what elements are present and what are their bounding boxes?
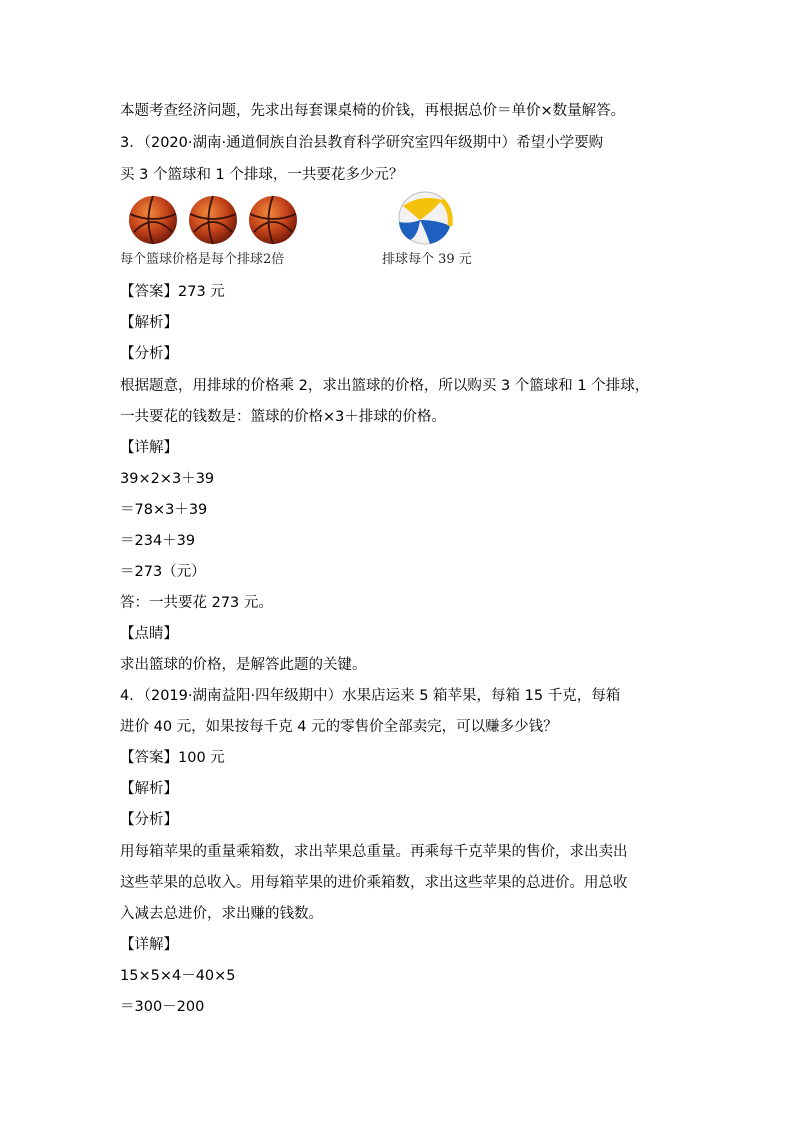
answer-4: 【答案】100 元 [120, 750, 225, 766]
basketball-caption: 每个篮球价格是每个排球2倍 [120, 252, 285, 267]
text-line-1: 本题考查经济问题，先求出每套课桌椅的价钱，再根据总价＝单价×数量解答。 [120, 103, 626, 119]
analysis-4-line-3: 入减去总进价，求出赚的钱数。 [120, 906, 323, 922]
calc-3-line-4: ＝273（元） [120, 564, 206, 580]
analysis-4-line-2: 这些苹果的总收入。用每箱苹果的进价乘箱数，求出这些苹果的总进价。用总收 [120, 875, 628, 891]
calc-3-line-3: ＝234＋39 [120, 533, 196, 549]
calc-3-line-2: ＝78×3＋39 [120, 502, 208, 518]
question-3-figure [120, 190, 680, 270]
answer-3: 【答案】273 元 [120, 284, 225, 300]
question-4-line-1: 4．（2019·湖南益阳·四年级期中）水果店运来 5 箱苹果，每箱 15 千克，每箱 [120, 688, 621, 704]
calc-4-line-1: 15×5×4－40×5 [120, 968, 236, 984]
comment-3: 求出篮球的价格，是解答此题的关键。 [120, 657, 367, 673]
analysis-4-line-1: 用每箱苹果的重量乘箱数，求出苹果总重量。再乘每千克苹果的售价，求出卖出 [120, 844, 628, 860]
question-3-line-1: 3．（2020·湖南·通道侗族自治县教育科学研究室四年级期中）希望小学要购 [120, 135, 604, 151]
section-xiangjie-4: 【详解】 [120, 937, 178, 953]
analysis-3-line-2: 一共要花的钱数是：篮球的价格×3＋排球的价格。 [120, 409, 446, 425]
section-dianjing-3: 【点睛】 [120, 626, 178, 642]
basketball-icon [129, 196, 177, 244]
calc-4-line-2: ＝300－200 [120, 999, 205, 1015]
volleyball-icon [399, 192, 451, 244]
section-fenxi-3: 【分析】 [120, 346, 178, 362]
question-4-line-2: 进价 40 元，如果按每千克 4 元的零售价全部卖完，可以赚多少钱？ [120, 719, 558, 735]
analysis-3-line-1: 根据题意，用排球的价格乘 2，求出篮球的价格，所以购买 3 个篮球和 1 个排球， [120, 378, 650, 394]
section-jiexi-4: 【解析】 [120, 781, 178, 797]
volleyball-caption: 排球每个 39 元 [382, 252, 472, 267]
basketball-icon [189, 196, 237, 244]
reply-3: 答：一共要花 273 元。 [120, 595, 273, 611]
calc-3-line-1: 39×2×3＋39 [120, 471, 215, 487]
section-xiangjie-3: 【详解】 [120, 440, 178, 456]
section-fenxi-4: 【分析】 [120, 812, 178, 828]
section-jiexi-3: 【解析】 [120, 315, 178, 331]
basketball-icon [249, 196, 297, 244]
question-3-line-2: 买 3 个篮球和 1 个排球，一共要花多少元？ [120, 167, 404, 183]
balls-illustration [120, 190, 680, 250]
